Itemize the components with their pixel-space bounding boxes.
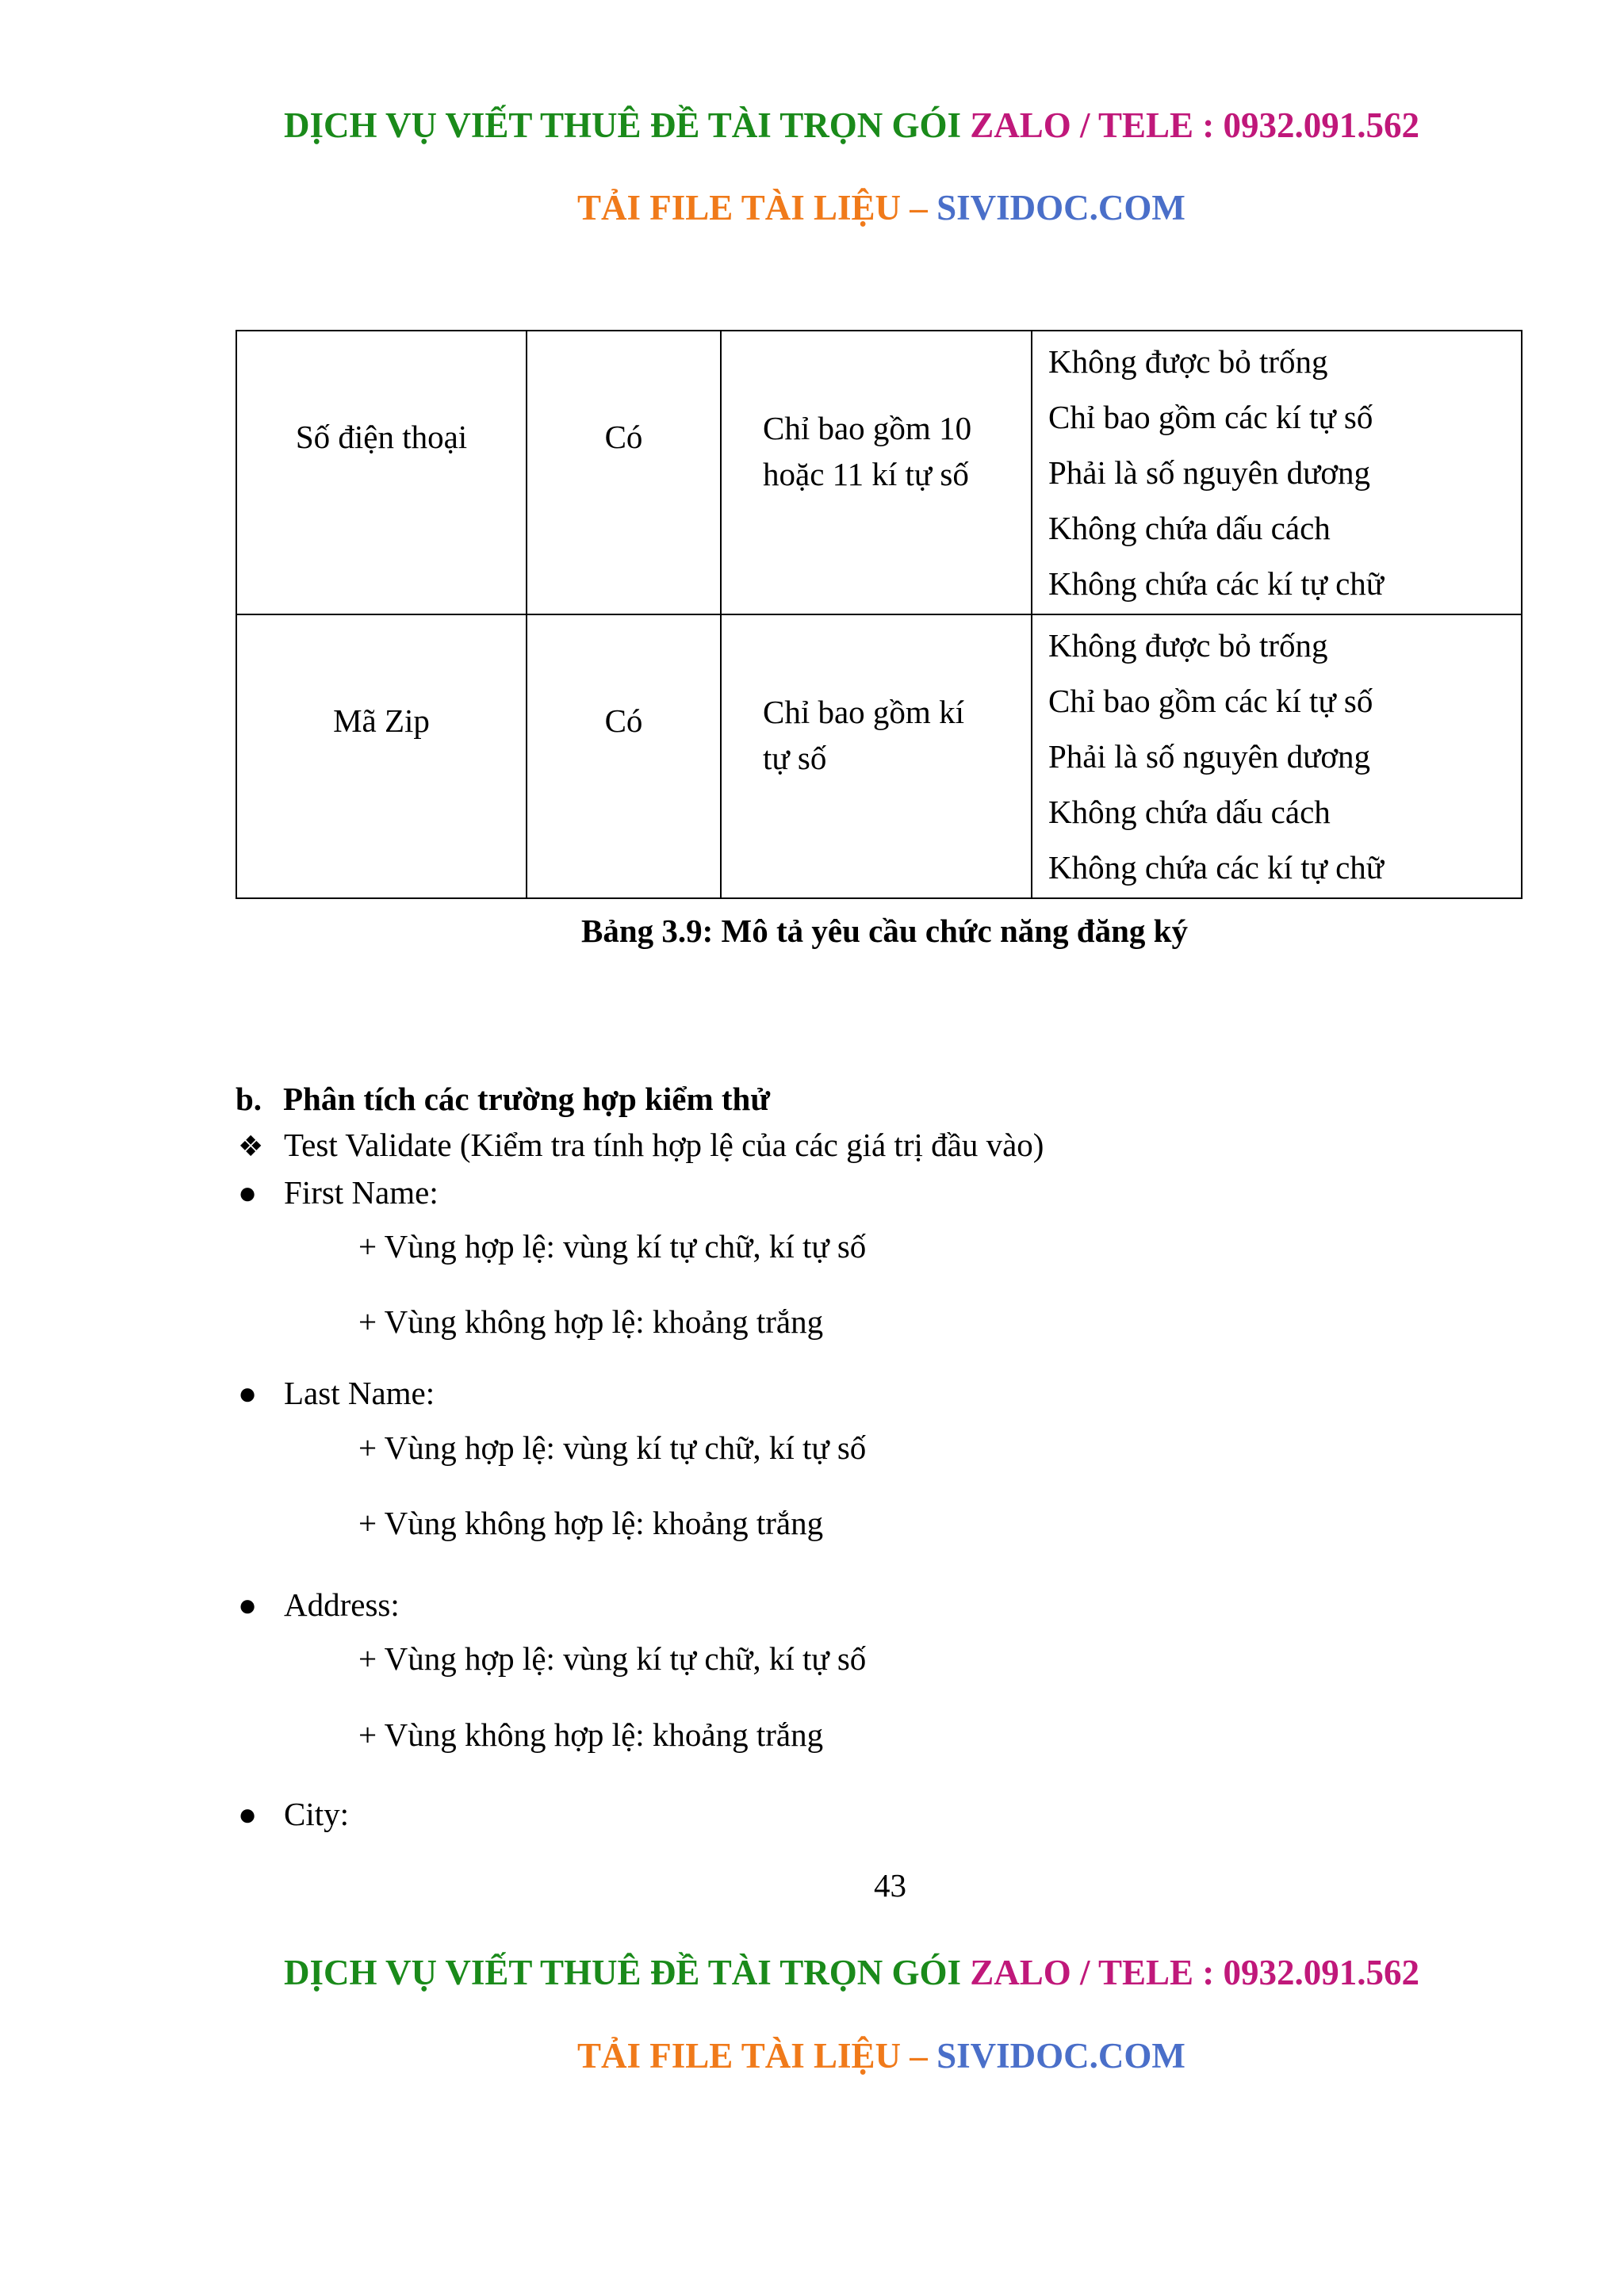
- bullet-icon: ●: [238, 1376, 258, 1411]
- field-name-cell: Mã Zip: [236, 614, 527, 898]
- field-label: City:: [284, 1796, 350, 1832]
- field-name-cell: Số điện thoại: [236, 331, 527, 614]
- download-text: TẢI FILE TÀI LIỆU –: [577, 2036, 928, 2076]
- site-link[interactable]: SIVIDOC.COM: [936, 2036, 1185, 2076]
- valid-range: + Vùng hợp lệ: vùng kí tự chữ, kí tự số: [358, 1640, 867, 1677]
- invalid-range: + Vùng không hợp lệ: khoảng trắng: [358, 1303, 824, 1340]
- table-row: [236, 331, 1522, 614]
- field-label: Last Name:: [284, 1375, 435, 1411]
- required-cell: Có: [527, 614, 721, 898]
- list-item: [238, 1795, 349, 1833]
- test-heading-text: Test Validate (Kiểm tra tính hợp lệ của các giá trị đầu vào): [284, 1127, 1044, 1163]
- list-item: [238, 1586, 400, 1624]
- test-heading: [238, 1126, 1044, 1164]
- contact-text: ZALO / TELE : 0932.091.562: [970, 1953, 1420, 1992]
- bullet-icon: ●: [238, 1587, 258, 1623]
- service-text: DỊCH VỤ VIẾT THUÊ ĐỀ TÀI TRỌN GÓI: [284, 105, 962, 145]
- service-text: DỊCH VỤ VIẾT THUÊ ĐỀ TÀI TRỌN GÓI: [284, 1953, 962, 1992]
- header-banner-service: [284, 105, 1420, 145]
- contact-text: ZALO / TELE : 0932.091.562: [970, 105, 1420, 145]
- bullet-icon: ●: [238, 1175, 258, 1211]
- format-cell: Chỉ bao gồm 10 hoặc 11 kí tự số: [721, 331, 1032, 614]
- rules-cell: Không được bỏ trống Chỉ bao gồm các kí tự số Phải là số nguyên dương Không chứa dấu cách Không chứa các kí tự chữ: [1032, 614, 1522, 898]
- section-title: Phân tích các trường hợp kiểm thử: [283, 1081, 770, 1117]
- site-link[interactable]: SIVIDOC.COM: [936, 188, 1185, 228]
- rules-cell: Không được bỏ trống Chỉ bao gồm các kí tự số Phải là số nguyên dương Không chứa dấu cách Không chứa các kí tự chữ: [1032, 331, 1522, 614]
- header-banner-download: [577, 190, 1185, 226]
- download-text: TẢI FILE TÀI LIỆU –: [577, 188, 928, 228]
- list-item: [238, 1374, 435, 1412]
- table-caption: Bảng 3.9: Mô tả yêu cầu chức năng đăng ký: [581, 913, 1188, 949]
- requirements-table: [236, 330, 1522, 899]
- valid-range: + Vùng hợp lệ: vùng kí tự chữ, kí tự số: [358, 1429, 867, 1466]
- page-number: 43: [874, 1867, 906, 1904]
- required-cell: Có: [527, 331, 721, 614]
- valid-range: + Vùng hợp lệ: vùng kí tự chữ, kí tự số: [358, 1228, 867, 1265]
- diamond-bullet-icon: ❖: [238, 1131, 264, 1163]
- footer-banner-download: [577, 2038, 1185, 2074]
- table-row: [236, 614, 1522, 898]
- invalid-range: + Vùng không hợp lệ: khoảng trắng: [358, 1716, 824, 1753]
- bullet-icon: ●: [238, 1797, 258, 1832]
- footer-banner-service: [284, 1955, 1419, 1991]
- list-item: [238, 1173, 439, 1211]
- field-label: First Name:: [284, 1174, 439, 1211]
- field-label: Address:: [284, 1586, 400, 1623]
- invalid-range: + Vùng không hợp lệ: khoảng trắng: [358, 1505, 824, 1541]
- format-cell: Chỉ bao gồm kí tự số: [721, 614, 1032, 898]
- section-heading: [236, 1080, 770, 1118]
- section-number: b.: [236, 1081, 262, 1117]
